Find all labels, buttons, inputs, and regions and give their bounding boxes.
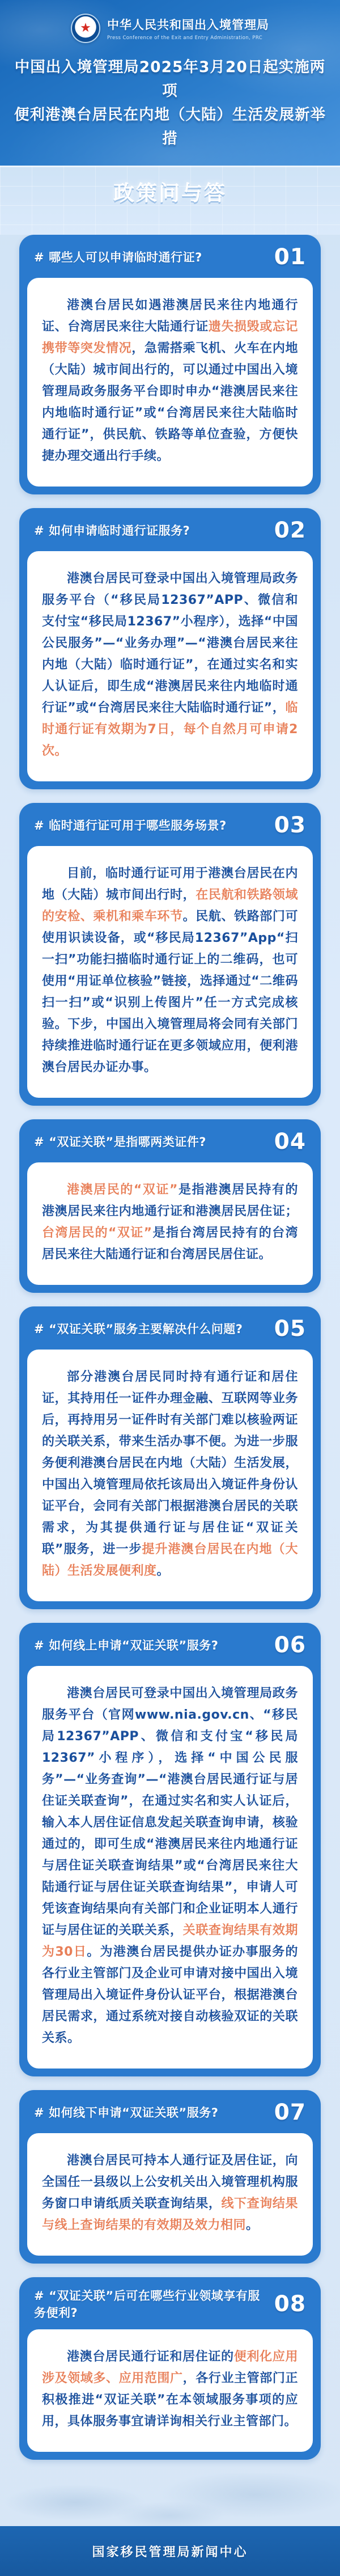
answer-segment: 港澳台居民通行证和居住证的: [67, 2350, 234, 2364]
qa-number: 08: [274, 2291, 306, 2317]
answer-segment: 目前，临时通行证可用于港澳台居民在内地（大陆）城市间出行时，: [42, 866, 298, 902]
qa-number: 05: [274, 1316, 306, 1342]
qa-section: [19, 1623, 321, 2076]
qa-question: “双证关联”是指哪两类证件?: [49, 1135, 206, 1149]
main-title-line1: 中国出入境管理局2025年3月20日起实施两项: [14, 58, 326, 100]
qa-section-header: [27, 1119, 313, 1162]
qa-answer-card: [27, 551, 313, 781]
qa-number: 01: [274, 244, 306, 270]
qa-question-line: [34, 249, 202, 266]
qa-section: [19, 803, 321, 1106]
qa-question-line: [34, 2104, 218, 2121]
immigration-administration-emblem-icon: ★: [71, 14, 100, 43]
qa-section: [19, 235, 321, 494]
org-subtitle: Press Conference of the Exit and Entry Administration, PRC: [107, 35, 263, 41]
qa-section-header: [27, 1306, 313, 1350]
qa-answer: [42, 295, 298, 467]
answer-highlight-segment: 港澳居民的“双证”: [67, 1183, 178, 1197]
qa-number: 04: [274, 1129, 306, 1154]
qa-answer-card: [27, 2329, 313, 2452]
qa-section-header: [27, 2277, 313, 2329]
footer: [0, 2526, 340, 2576]
answer-segment: 港澳台居民可持本人通行证及居住证，向全国任一县级以上公安机关出入境管理机构服务窗口申请纸质关联查询结果，: [42, 2154, 298, 2211]
qa-number: 03: [274, 813, 306, 838]
qa-answer-card: [27, 1666, 313, 2069]
qa-question-line: [34, 817, 227, 834]
answer-segment: 。: [156, 1564, 170, 1578]
qa-question: 如何线下申请“双证关联”服务?: [49, 2106, 219, 2120]
answer-segment: 港澳台居民可登录中国出入境管理局政务服务平台（“移民局12367”APP、微信和支付宝“移民局12367”小程序），选择“中国公民服务”—“业务办理”—“港澳台居民来往内地（大陆）临时通行证”，在通过实名和实人认证后，即生成“港澳居民来往内地临时通行证”或“台湾居民来往大陆临时通行证”，: [42, 572, 298, 715]
brand: [11, 14, 329, 43]
banner: [0, 166, 340, 235]
qa-answer: [42, 863, 298, 1078]
banner-title: 政策问与答: [113, 181, 227, 205]
answer-segment: 部分港澳台居民同时持有通行证和居住证，其持用任一证件办理金融、互联网等业务后，再持用另一证件时有关部门难以核验两证的关联关系，带来生活办事不便。为进一步服务便利港澳台居民在内地（大陆）生活发展，中国出入境管理局依托该局出入境证件身份认证平台，会同有关部门根据港澳台居民的关联需求，为其提供通行证与居住证“双证关联”服务，进一步: [42, 1370, 298, 1556]
answer-segment: 是指台湾居民持有的台湾居民来往大陆通行证和台湾居民居住证。: [42, 1226, 298, 1262]
answer-highlight-segment: 台湾居民的“双证”: [42, 1226, 152, 1240]
answer-highlight-segment: 遗失损毁或忘记携带等突发情况: [42, 320, 298, 356]
qa-number: 07: [274, 2100, 306, 2125]
hash-prefix: #: [34, 2289, 45, 2303]
qa-question: 如何线上申请“双证关联”服务?: [49, 1639, 219, 1652]
qa-list: [0, 235, 340, 2473]
hash-prefix: #: [34, 1322, 45, 1336]
answer-highlight-segment: 关联查询结果有效期为30日: [42, 1923, 298, 1959]
qa-section-header: [27, 2090, 313, 2133]
footer-text: 国家移民管理局新闻中心: [92, 2545, 248, 2560]
org-name: 中华人民共和国出入境管理局: [107, 18, 269, 32]
answer-segment: 。为港澳台居民提供办证办事服务的各行业主管部门及企业可申请对接中国出入境管理局出入境证件身份认证平台，根据港澳台居民需求，通过系统对接自动核验双证的关联关系。: [42, 1945, 298, 2045]
qa-answer-card: [27, 1350, 313, 1601]
qa-section-header: [27, 508, 313, 551]
qa-answer-card: [27, 1162, 313, 1285]
qa-number: 02: [274, 518, 306, 543]
qa-question: 哪些人可以申请临时通行证?: [49, 251, 202, 264]
main-title: [11, 56, 329, 151]
qa-answer: [42, 2346, 298, 2433]
answer-segment: 是指港澳居民持有的港澳居民来往内地通行证和港澳居民居住证；: [42, 1183, 298, 1219]
hash-prefix: #: [34, 1135, 45, 1149]
qa-question: 临时通行证可用于哪些服务场景?: [49, 819, 227, 832]
hash-prefix: #: [34, 2106, 45, 2120]
qa-section-header: [27, 235, 313, 278]
qa-number: 06: [274, 1632, 306, 1658]
qa-question: “双证关联”服务主要解决什么问题?: [49, 1322, 243, 1336]
qa-section-header: [27, 1623, 313, 1666]
main-title-line2: 便利港澳台居民在内地（大陆）生活发展新举措: [14, 106, 326, 147]
qa-answer: [42, 1179, 298, 1266]
qa-section: [19, 1306, 321, 1609]
hash-prefix: #: [34, 819, 45, 832]
qa-section: [19, 2277, 321, 2460]
answer-segment: 港澳台居民可登录中国出入境管理局政务服务平台（官网www.nia.gov.cn、“移民局12367”APP、微信和支付宝“移民局12367”小程序），选择“中国公民服务”—“业务查询”—“港澳台居民通行证与居住证关联查询”，在通过实名和实人认证后，输入本人居住证信息发起关联查询申请，核验通过的，即可生成“港澳居民来往内地通行证与居住证关联查询结果”或“台湾居民来往大陆通行证与居住证关联查询结果”，申请人可凭该查询结果向有关部门和企业证明本人通行证与居住证的关联关系，: [42, 1686, 298, 1938]
header: [0, 0, 340, 166]
brand-text: [107, 16, 269, 41]
answer-segment: 港澳台居民如遇港澳居民来往内地通行证、台湾居民来往大陆通行证: [42, 298, 298, 334]
answer-segment: ，各行业主管部门正积极推进“双证关联”在本领域服务事项的应用，具体服务事宜请详询相关行业主管部门。: [42, 2371, 298, 2429]
hash-prefix: #: [34, 524, 45, 538]
qa-section: [19, 1119, 321, 1293]
qa-question: 如何申请临时通行证服务?: [49, 524, 190, 538]
qa-answer-card: [27, 2133, 313, 2256]
hash-prefix: #: [34, 1639, 45, 1652]
qa-section-header: [27, 803, 313, 846]
answer-highlight-segment: 便利化应用涉及领域多、应用范围广: [42, 2350, 298, 2385]
answer-segment: 。民航、铁路部门可使用识读设备，或“移民局12367”App“扫一扫”功能扫描临时通行证上的二维码，也可使用“用证单位核验”链接，选择通过“二维码扫一扫”或“识别上传图片”任一方式完成核验。下步，中国出入境管理局将会同有关部门持续推进临时通行证在更多领域应用，便利港澳台居民办证办事。: [42, 910, 298, 1075]
qa-question-line: [34, 2287, 269, 2321]
qa-answer-card: [27, 278, 313, 487]
qa-question-line: [34, 1133, 206, 1150]
answer-segment: 。: [246, 2218, 259, 2232]
answer-highlight-segment: 在民航和铁路领域的安检、乘机和乘车环节: [42, 888, 298, 924]
qa-question-line: [34, 522, 190, 539]
answer-segment: ，急需搭乘飞机、火车在内地（大陆）城市间出行的，可以通过中国出入境管理局政务服务平台即时申办“港澳居民来往内地临时通行证”或“台湾居民来往大陆临时通行证”，供民航、铁路等单位查验，方便快捷办理交通出行手续。: [42, 341, 298, 463]
qa-question-line: [34, 1637, 218, 1654]
qa-answer: [42, 568, 298, 762]
map-decoration: [0, 2473, 340, 2526]
answer-highlight-segment: 线下查询结果与线上查询结果的有效期及效力相同: [42, 2197, 298, 2232]
answer-highlight-segment: 临时通行证有效期为7日，每个自然月可申请2次。: [42, 701, 298, 758]
qa-question-line: [34, 1321, 243, 1338]
answer-highlight-segment: 提升港澳台居民在内地（大陆）生活发展便利度: [42, 1542, 298, 1578]
qa-answer: [42, 1683, 298, 2049]
qa-question: “双证关联”后可在哪些行业领域享有服务便利?: [34, 2289, 260, 2320]
qa-answer: [42, 1367, 298, 1582]
qa-answer-card: [27, 846, 313, 1098]
qa-section: [19, 508, 321, 789]
qa-answer: [42, 2150, 298, 2236]
qa-section: [19, 2090, 321, 2264]
hash-prefix: #: [34, 251, 45, 264]
